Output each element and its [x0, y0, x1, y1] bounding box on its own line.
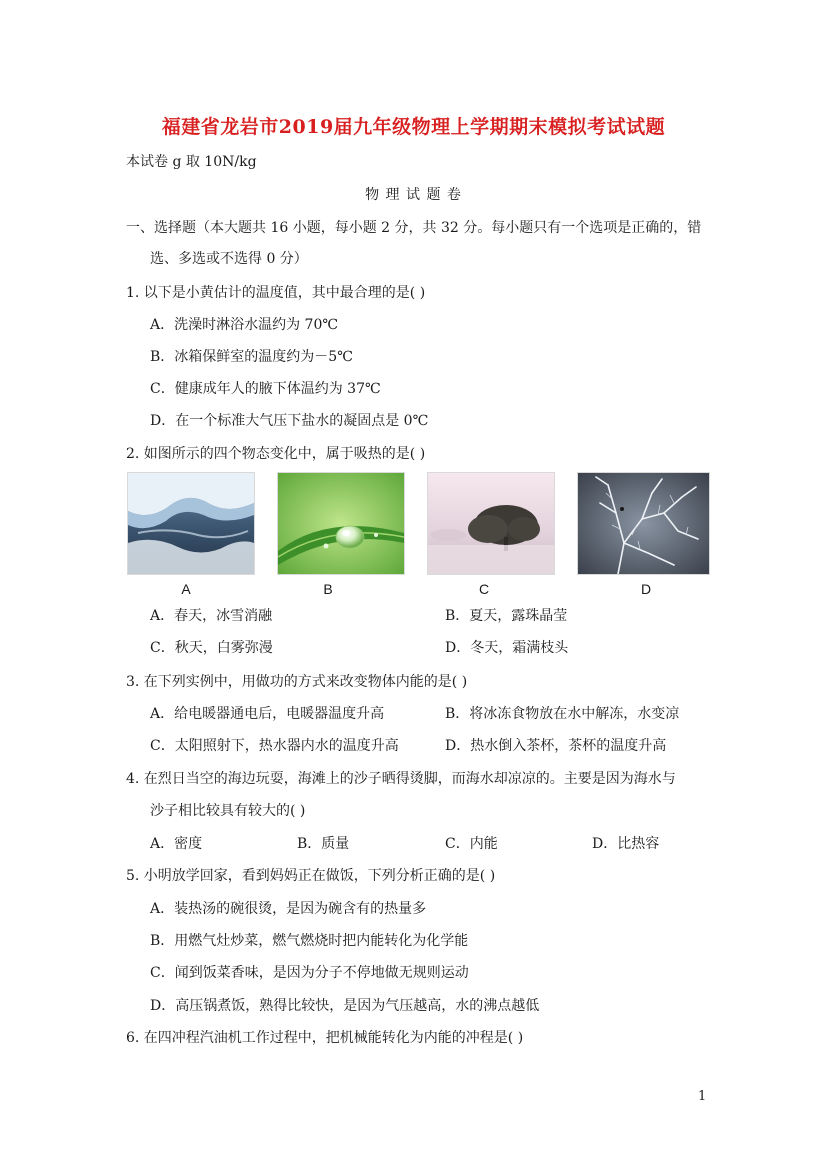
- question-6-stem: 6. 在四冲程汽油机工作过程中，把机械能转化为内能的冲程是( ): [126, 1030, 524, 1046]
- image-label-a: A: [181, 581, 191, 597]
- page-number: 1: [698, 1089, 707, 1104]
- image-label-b: B: [323, 581, 333, 597]
- question-3-option-a: A．给电暖器通电后，电暖器温度升高: [150, 706, 385, 722]
- question-4-option-d: D．比热容: [592, 836, 660, 852]
- question-5-option-d: D．高压锅煮饭，熟得比较快，是因为气压越高，水的沸点越低: [150, 998, 540, 1014]
- question-4-stem-line2: 沙子相比较具有较大的( ): [150, 803, 306, 819]
- question-1-stem: 1. 以下是小黄估计的温度值，其中最合理的是( ): [126, 285, 426, 301]
- image-label-d: D: [640, 581, 652, 597]
- question-3-option-b: B．将冰冻食物放在水中解冻，水变凉: [445, 706, 680, 722]
- dew-drop-photo: [277, 472, 405, 575]
- question-1-option-d: D．在一个标准大气压下盐水的凝固点是 0℃: [150, 413, 429, 429]
- question-5-option-b: B．用燃气灶炒菜，燃气燃烧时把内能转化为化学能: [150, 933, 469, 949]
- document-title: 福建省龙岩市2019届九年级物理上学期期末模拟考试试题: [161, 116, 666, 138]
- question-2-option-a: A．春天，冰雪消融: [150, 608, 273, 624]
- question-3-option-c: C．太阳照射下，热水器内水的温度升高: [150, 738, 399, 754]
- question-2-option-b: B．夏天，露珠晶莹: [445, 608, 568, 624]
- question-4-option-c: C．内能: [445, 836, 498, 852]
- question-4-option-a: A．密度: [150, 836, 203, 852]
- question-1-option-b: B．冰箱保鲜室的温度约为－5℃: [150, 349, 353, 365]
- section-heading-line1: 一、选择题（本大题共 16 小题，每小题 2 分，共 32 分。每小题只有一个选项是正确的，错: [126, 220, 702, 236]
- question-4-stem-line1: 4. 在烈日当空的海边玩耍，海滩上的沙子晒得烫脚，而海水却凉凉的。主要是因为海水与: [126, 771, 676, 787]
- question-5-option-c: C．闻到饭菜香味，是因为分子不停地做无规则运动: [150, 965, 469, 981]
- section-heading-line2: 选、多选或不选得 0 分）: [150, 251, 308, 267]
- paper-subtitle: 物 理 试 题 卷: [365, 187, 462, 203]
- image-label-c: C: [478, 581, 490, 597]
- question-3-stem: 3. 在下列实例中，用做功的方式来改变物体内能的是( ): [126, 674, 468, 690]
- question-5-option-a: A．装热汤的碗很烫，是因为碗含有的热量多: [150, 901, 427, 917]
- question-2-option-d: D．冬天，霜满枝头: [445, 640, 569, 656]
- question-5-stem: 5. 小明放学回家，看到妈妈正在做饭，下列分析正确的是( ): [126, 868, 496, 884]
- note-line: 本试卷 g 取 10N/kg: [126, 154, 257, 170]
- frost-branches-photo: [577, 472, 710, 575]
- question-2-stem: 2. 如图所示的四个物态变化中，属于吸热的是( ): [126, 446, 426, 462]
- ice-melting-photo: [127, 472, 255, 575]
- question-4-option-b: B．质量: [297, 836, 350, 852]
- question-1-option-c: C．健康成年人的腋下体温约为 37℃: [150, 381, 381, 397]
- question-2-option-c: C．秋天，白雾弥漫: [150, 640, 273, 656]
- fog-tree-photo: [427, 472, 555, 575]
- question-1-option-a: A．洗澡时淋浴水温约为 70℃: [150, 317, 339, 333]
- question-3-option-d: D．热水倒入茶杯，茶杯的温度升高: [445, 738, 667, 754]
